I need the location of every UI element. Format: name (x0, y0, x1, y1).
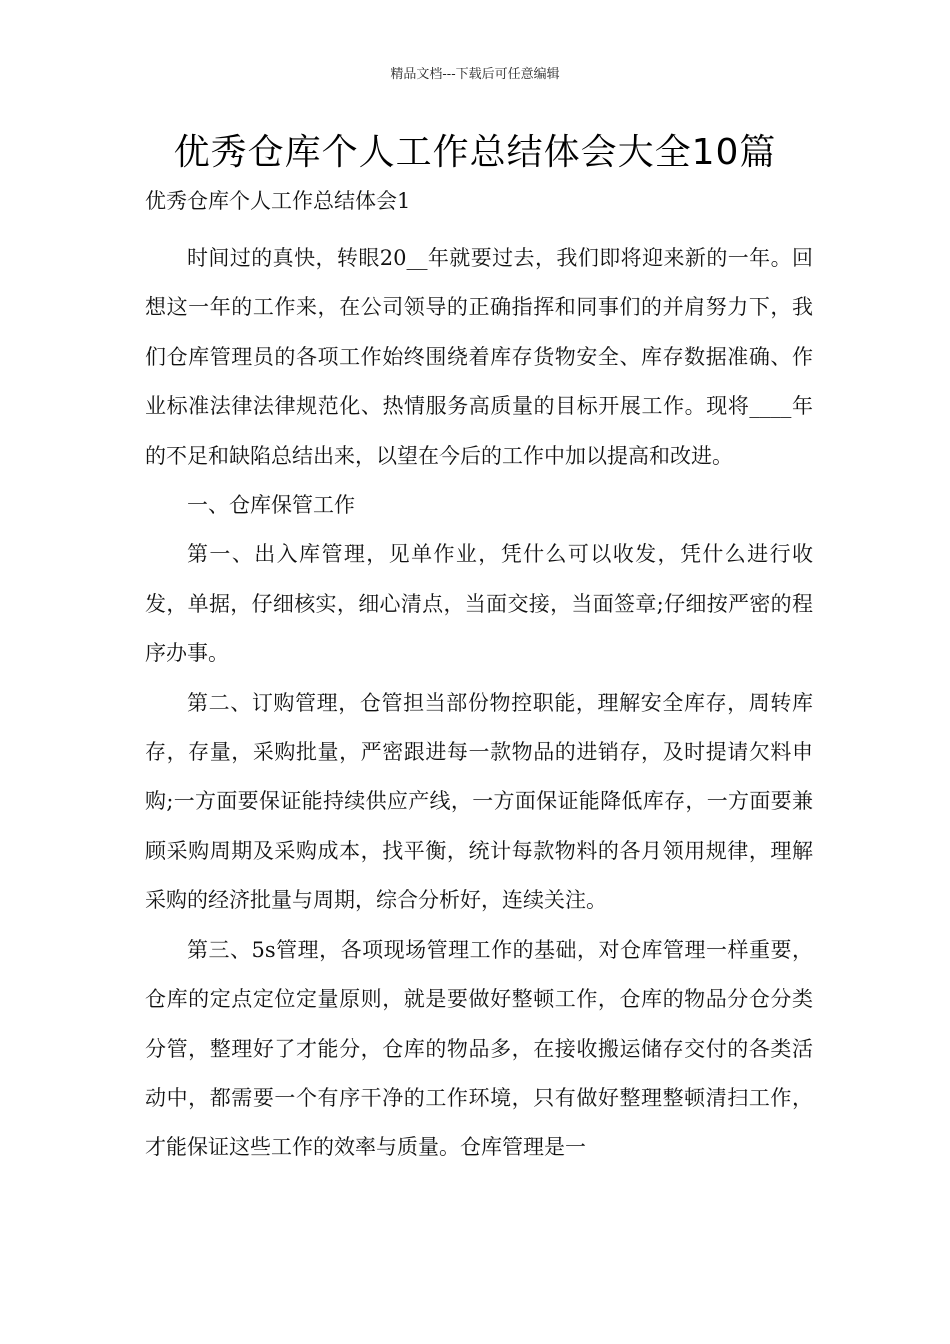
paragraph-intro: 时间过的真快，转眼20__年就要过去，我们即将迎来新的一年。回想这一年的工作来，在公司领导的正确指挥和同事们的并肩努力下，我们仓库管理员的各项工作始终围绕着库存货物安全、库存数据准确、作业标准法律法律规范化、热情服务高质量的目标开展工作。现将____年的不足和缺陷总结出来，以望在今后的工作中加以提高和改进。 (145, 246, 813, 468)
section-heading-storage: 一、仓库保管工作 (187, 493, 355, 518)
paragraph-inout-management: 第一、出入库管理，见单作业，凭什么可以收发，凭什么进行收发，单据，仔细核实，细心清点，当面交接，当面签章;仔细按严密的程序办事。 (145, 542, 813, 666)
section-subtitle: 优秀仓库个人工作总结体会1 (145, 189, 411, 213)
body-text (145, 234, 813, 1173)
document-title: 优秀仓库个人工作总结体会大全10篇 (173, 132, 777, 173)
paragraph-order-management: 第二、订购管理，仓管担当部份物控职能，理解安全库存，周转库存，存量，采购批量，严密跟进每一款物品的进销存，及时提请欠料申购;一方面要保证能持续供应产线，一方面保证能降低库存，一方面要兼顾采购周期及采购成本，找平衡，统计每款物料的各月领用规律，理解采购的经济批量与周期，综合分析好，连续关注。 (145, 690, 813, 913)
header-note: 精品文档---下载后可任意编辑 (390, 67, 560, 82)
paragraph-5s-management: 第三、5s管理，各项现场管理工作的基础，对仓库管理一样重要，仓库的定点定位定量原则，就是要做好整顿工作，仓库的物品分仓分类分管，整理好了才能分，仓库的物品多，在接收搬运储存交付的各类活动中，都需要一个有序干净的工作环境，只有做好整理整顿清扫工作，才能保证这些工作的效率与质量。仓库管理是一 (145, 937, 813, 1160)
